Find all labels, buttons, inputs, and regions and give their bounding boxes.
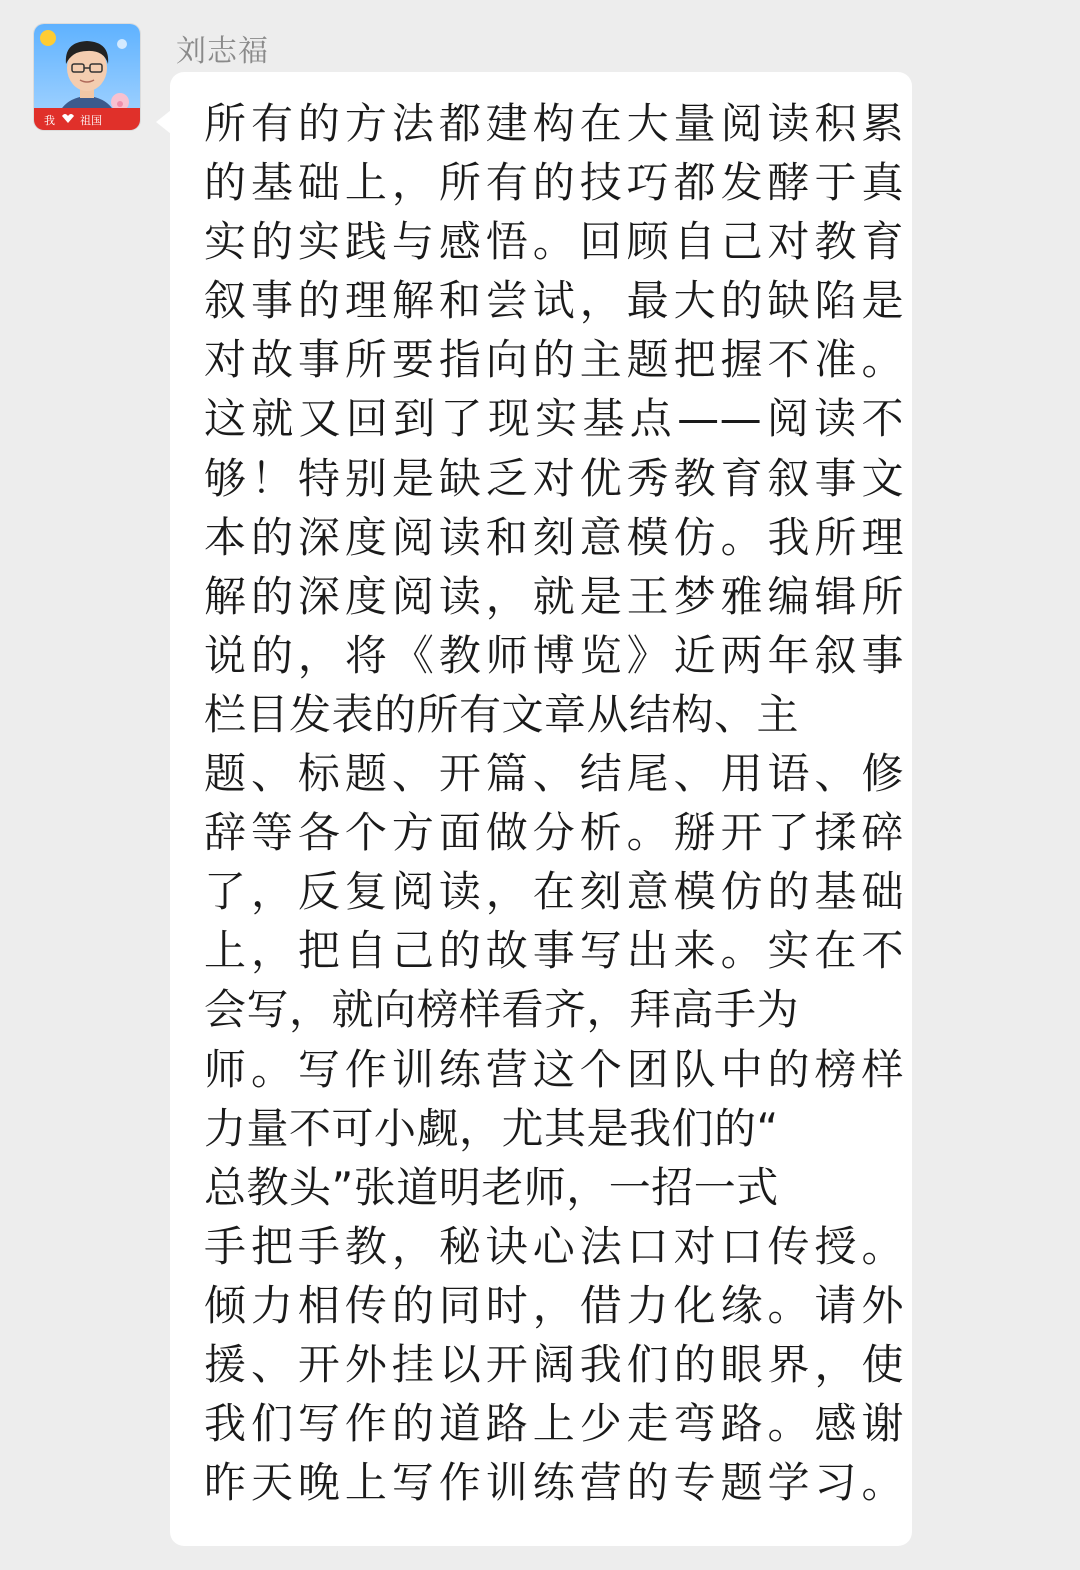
message-line: 上，把自己的故事写出来。实在不 [204,926,904,976]
message-line: 援、开外挂以开阔我们的眼界，使 [204,1339,904,1389]
message-line: 手把手教，秘诀心法口对口传授。 [204,1221,904,1271]
sender-name[interactable]: 刘志福 [176,34,269,69]
message-line: 师。写作训练营这个团队中的榜样 [204,1044,904,1094]
message-line: 倾力相传的同时，借力化缘。请外 [204,1280,904,1330]
message-line: 我们写作的道路上少走弯路。感谢 [204,1399,904,1449]
message-line: 所有的方法都建构在大量阅读积累 [204,99,904,148]
message-line: 力量不可小觑，尤其是我们的“ [204,1103,779,1153]
message-line: 说的，将《教师博览》近两年叙事 [204,630,904,680]
message-line: 栏目发表的所有文章从结构、主 [204,689,800,739]
message-line: 辞等各个方面做分析。掰开了揉碎 [204,808,904,858]
message-line: 实的实践与感悟。回顾自己对教育 [204,217,904,267]
message-line: 题、标题、开篇、结尾、用语、修 [204,749,904,799]
message-line: 了，反复阅读，在刻意模仿的基础 [204,867,904,917]
message-line: 本的深度阅读和刻意模仿。我所理 [204,512,904,562]
message-line: 对故事所要指向的主题把握不准。 [204,335,904,385]
message-line: 昨天晚上写作训练营的专题学习。 [204,1458,904,1508]
svg-text:祖国: 祖国 [80,114,102,127]
message-text [204,94,904,1512]
message-line: 的基础上，所有的技巧都发酵于真 [204,158,904,208]
svg-text:我: 我 [44,114,55,127]
message-line: 够！特别是缺乏对优秀教育叙事文 [204,453,904,503]
avatar[interactable] [34,24,140,130]
message-line: 叙事的理解和尝试，最大的缺陷是 [204,276,904,326]
message-line: 总教头”张道明老师，一招一式 [204,1162,779,1212]
message-line: 解的深度阅读，就是王梦雅编辑所 [204,571,904,621]
message-line: 这就又回到了现实基点——阅读不 [204,394,904,444]
bubble-tail [156,110,171,134]
message-bubble[interactable] [170,72,912,1546]
message-line: 会写，就向榜样看齐，拜高手为 [204,985,800,1035]
avatar-portrait-icon [34,24,140,130]
